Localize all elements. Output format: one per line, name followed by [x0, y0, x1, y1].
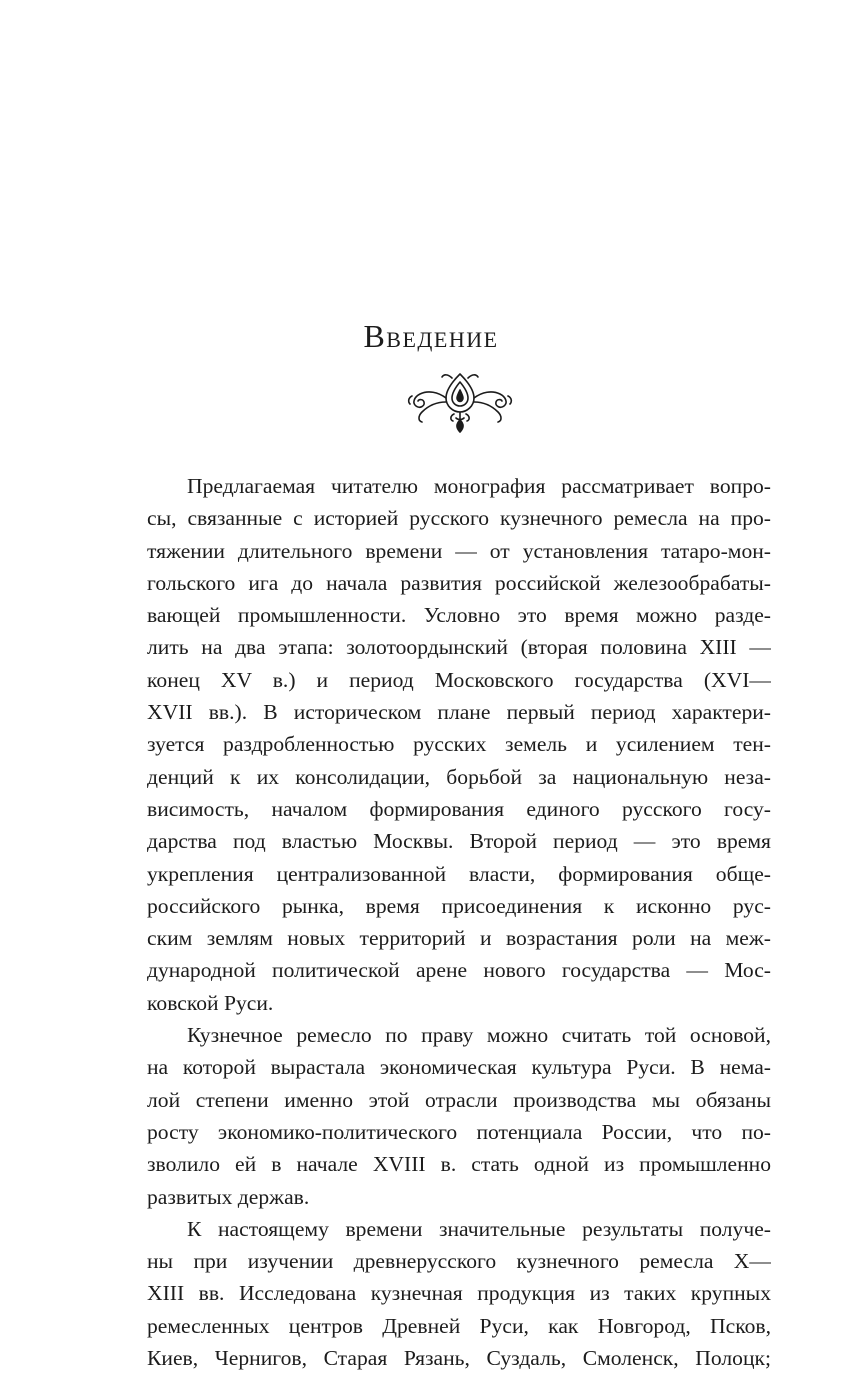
- text-line: К настоящему времени значительные результаты получе-: [187, 1216, 771, 1241]
- text-line: росту экономико-политического потенциала России, что по-: [147, 1119, 771, 1144]
- text-line: ским землям новых территорий и возрастания роли на меж-: [147, 926, 771, 951]
- text-line: дународной политической арене нового государства — Мос-: [147, 958, 771, 983]
- text-line: Киев, Чернигов, Старая Рязань, Суздаль, Смоленск, Полоцк;: [147, 1346, 771, 1371]
- text-line: XVII вв.). В историческом плане первый период характери-: [147, 700, 771, 725]
- text-line: лой степени именно этой отрасли производства мы обязаны: [147, 1087, 771, 1112]
- text-line: дарства под властью Москвы. Второй период — это время: [147, 829, 771, 854]
- text-line: ковской Руси.: [147, 990, 274, 1015]
- text-line: денций к их консолидации, борьбой за национальную неза-: [147, 764, 771, 789]
- text-line: зволило ей в начале XVIII в. стать одной из промышленно: [147, 1152, 771, 1177]
- text-line: вающей промышленности. Условно это время можно разде-: [147, 603, 771, 628]
- floral-ornament-icon: [406, 368, 514, 436]
- text-line: висимость, началом формирования единого русского госу-: [147, 796, 771, 821]
- body-text: [147, 470, 771, 1374]
- text-line: ремесленных центров Древней Руси, как Новгород, Псков,: [147, 1313, 771, 1338]
- text-line: сы, связанные с историей русского кузнечного ремесла на про-: [147, 506, 771, 531]
- text-line: укрепления централизованной власти, формирования обще-: [147, 861, 771, 886]
- text-line: на которой вырастала экономическая культура Руси. В нема-: [147, 1055, 771, 1080]
- chapter-title: Введение: [363, 318, 499, 354]
- text-line: лить на два этапа: золотоордынский (вторая половина XIII —: [147, 635, 771, 660]
- text-line: развитых держав.: [147, 1184, 310, 1209]
- text-line: тяжении длительного времени — от установления татаро-мон-: [147, 538, 771, 563]
- text-line: Предлагаемая читателю монография рассматривает вопро-: [187, 474, 771, 498]
- paragraph-2: [147, 1019, 771, 1213]
- text-line: Кузнечное ремесло по праву можно считать той основой,: [187, 1023, 771, 1048]
- text-line: конец XV в.) и период Московского государства (XVI—: [147, 667, 771, 692]
- text-line: ны при изучении древнерусского кузнечного ремесла X—: [147, 1249, 771, 1274]
- text-line: российского рынка, время присоединения к исконно рус-: [147, 893, 771, 918]
- paragraph-3: [147, 1213, 771, 1374]
- paragraph-1: [147, 470, 771, 1019]
- text-line: гольского ига до начала развития российской железообрабаты-: [147, 570, 771, 595]
- text-line: XIII вв. Исследована кузнечная продукция из таких крупных: [147, 1281, 771, 1306]
- text-line: зуется раздробленностью русских земель и усилением тен-: [147, 732, 771, 757]
